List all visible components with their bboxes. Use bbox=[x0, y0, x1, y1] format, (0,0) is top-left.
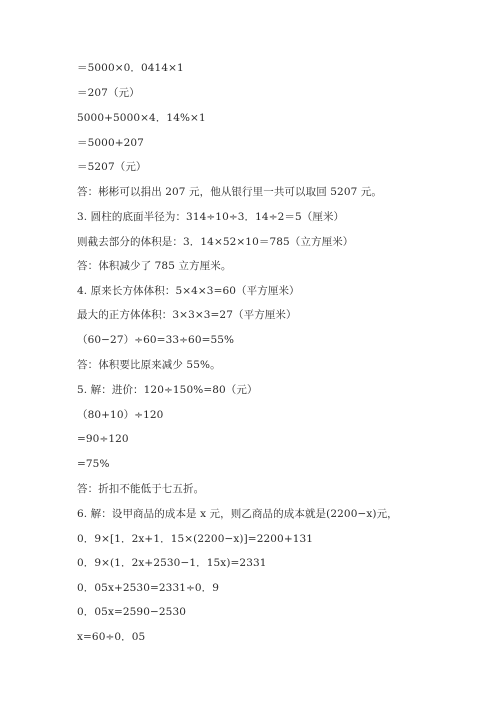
text-line: x=60÷0．05 bbox=[77, 631, 146, 643]
text-line: 0．05x=2590−2530 bbox=[77, 606, 187, 618]
text-line: （60−27）÷60=33÷60=55% bbox=[77, 334, 235, 346]
answer-line: 答：体积减少了 785 立方厘米。 bbox=[77, 260, 232, 272]
text-line: ＝5207（元） bbox=[77, 161, 147, 173]
problem-3-line: 3. 圆柱的底面半径为：314÷10÷3．14÷2＝5（厘米） bbox=[77, 211, 345, 223]
problem-5-line: 5. 解：进价：120÷150%=80（元） bbox=[77, 384, 258, 396]
text-line: =75% bbox=[77, 458, 110, 470]
text-line: 0．9×(1．2x+2530−1．15x)=2331 bbox=[77, 557, 267, 569]
text-line: 5000+5000×4．14%×1 bbox=[77, 112, 206, 124]
problem-4-line: 4. 原来长方体体积：5×4×3=60（平方厘米） bbox=[77, 285, 300, 297]
text-line: ＝5000×0．0414×1 bbox=[77, 62, 184, 74]
answer-line: 答：体积要比原来减少 55%。 bbox=[77, 359, 221, 371]
answer-line: 答：彬彬可以捐出 207 元，他从银行里一共可以取回 5207 元。 bbox=[77, 186, 383, 198]
text-line: =90÷120 bbox=[77, 433, 129, 445]
text-line: 最大的正方体体积：3×3×3=27（平方厘米） bbox=[77, 309, 297, 321]
text-line: 则截去部分的体积是：3．14×52×10＝785（立方厘米） bbox=[77, 236, 354, 248]
answer-line: 答：折扣不能低于七五折。 bbox=[77, 483, 205, 495]
text-line: 0．05x+2530=2331÷0．9 bbox=[77, 582, 220, 594]
text-line: ＝207（元） bbox=[77, 87, 140, 99]
text-line: （80+10）÷120 bbox=[77, 409, 164, 421]
text-line: 0．9×[1．2x+1．15×(2200−x)]=2200+131 bbox=[77, 533, 314, 545]
text-line: ＝5000+207 bbox=[77, 137, 144, 149]
problem-6-line: 6. 解：设甲商品的成本是 x 元，则乙商品的成本就是(2200−x)元， bbox=[77, 508, 398, 520]
